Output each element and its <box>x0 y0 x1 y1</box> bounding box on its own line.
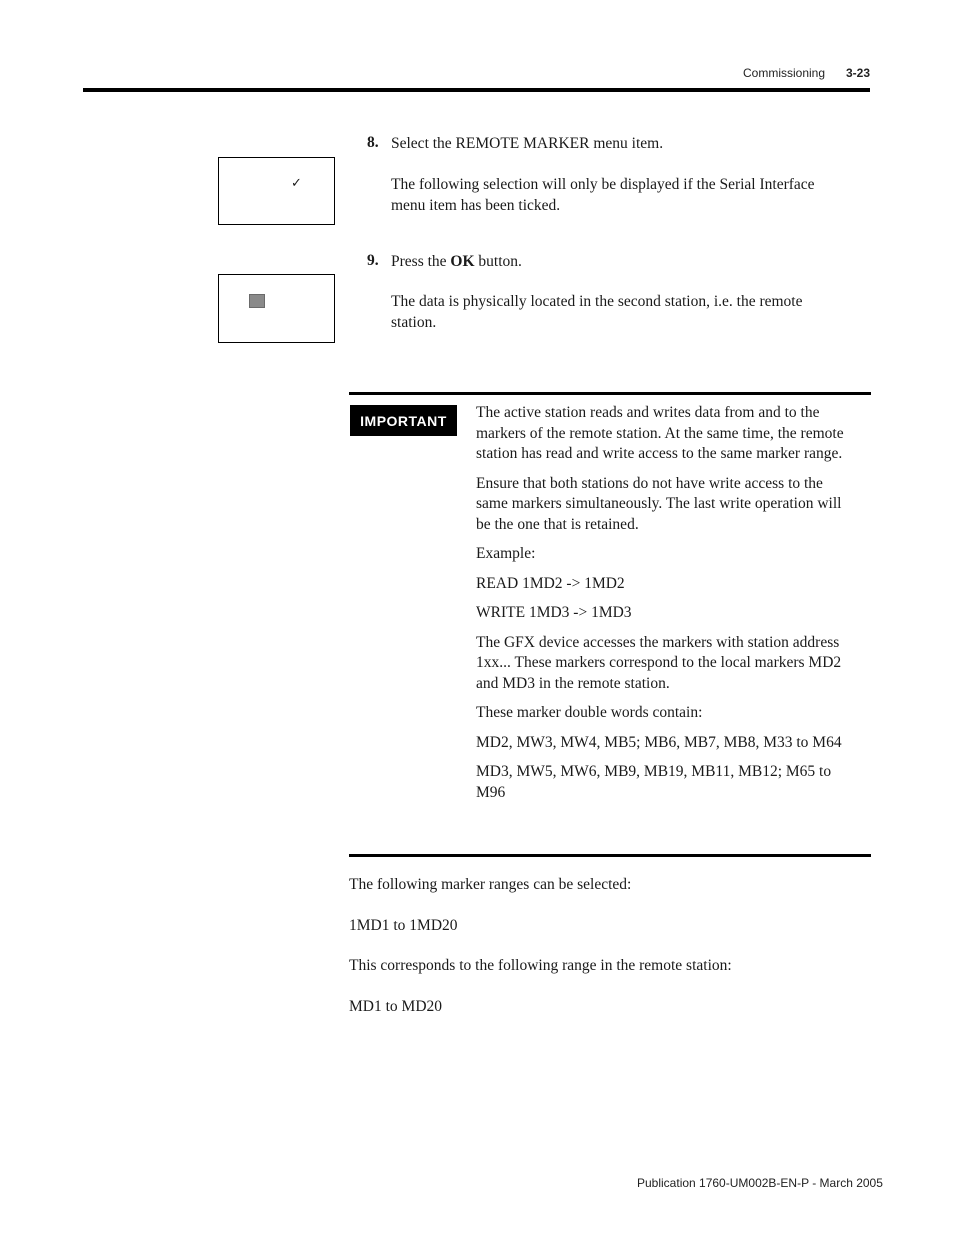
important-paragraph: The GFX device accesses the markers with station address 1xx... These markers correspond to the local markers MD2 and MD3 in the remote station. <box>476 633 842 692</box>
marker-range-intro: The following marker ranges can be selected: <box>349 876 632 893</box>
running-header-section: Commissioning <box>743 66 826 80</box>
check-mark-icon: ✓ <box>291 176 302 191</box>
important-rule-top <box>349 392 871 395</box>
important-paragraph: The active station reads and writes data from and to the markers of the remote station. At the same time, the remote station has read and write access to the same marker range. <box>476 404 844 462</box>
marker-range-local: 1MD1 to 1MD20 <box>349 917 458 934</box>
important-paragraph: WRITE 1MD3 -> 1MD3 <box>476 604 632 621</box>
display-illustration-remote-marker <box>218 157 335 225</box>
important-body <box>476 403 856 812</box>
page-number: 3-23 <box>846 66 871 80</box>
important-paragraph: These marker double words contain: <box>476 704 703 721</box>
marker-range-remote: MD1 to MD20 <box>349 998 443 1015</box>
important-paragraph: Example: <box>476 545 536 562</box>
important-paragraph: READ 1MD2 -> 1MD2 <box>476 574 625 592</box>
important-paragraph: MD2, MW3, MW4, MB5; MB6, MB7, MB8, M33 to M64 <box>476 733 842 751</box>
important-rule-bottom <box>349 854 871 857</box>
step-8-text: Select the REMOTE MARKER menu item. <box>391 135 664 152</box>
important-label: IMPORTANT <box>350 405 457 436</box>
cursor-block-icon <box>249 294 265 308</box>
header-rule <box>83 88 870 92</box>
step-9-text: Press the OK button. <box>391 253 522 270</box>
display-illustration-ok <box>218 274 335 343</box>
ok-button-label: OK <box>450 253 475 270</box>
important-paragraph: Ensure that both stations do not have write access to the same markers simultaneously. The last write operation will be the one that is retained. <box>476 474 842 533</box>
remote-range-intro: This corresponds to the following range in the remote station: <box>349 957 732 974</box>
publication-footer: Publication 1760-UM002B-EN-P - March 2005 <box>637 1176 883 1190</box>
important-paragraph: MD3, MW5, MW6, MB9, MB19, MB11, MB12; M65 to M96 <box>476 763 832 801</box>
step-number-9: 9. <box>367 252 379 269</box>
step-9-note: The data is physically located in the second station, i.e. the remote station. <box>391 293 803 331</box>
step-8-note: The following selection will only be displayed if the Serial Interface menu item has been ticked. <box>391 176 815 214</box>
step-number-8: 8. <box>367 134 379 151</box>
